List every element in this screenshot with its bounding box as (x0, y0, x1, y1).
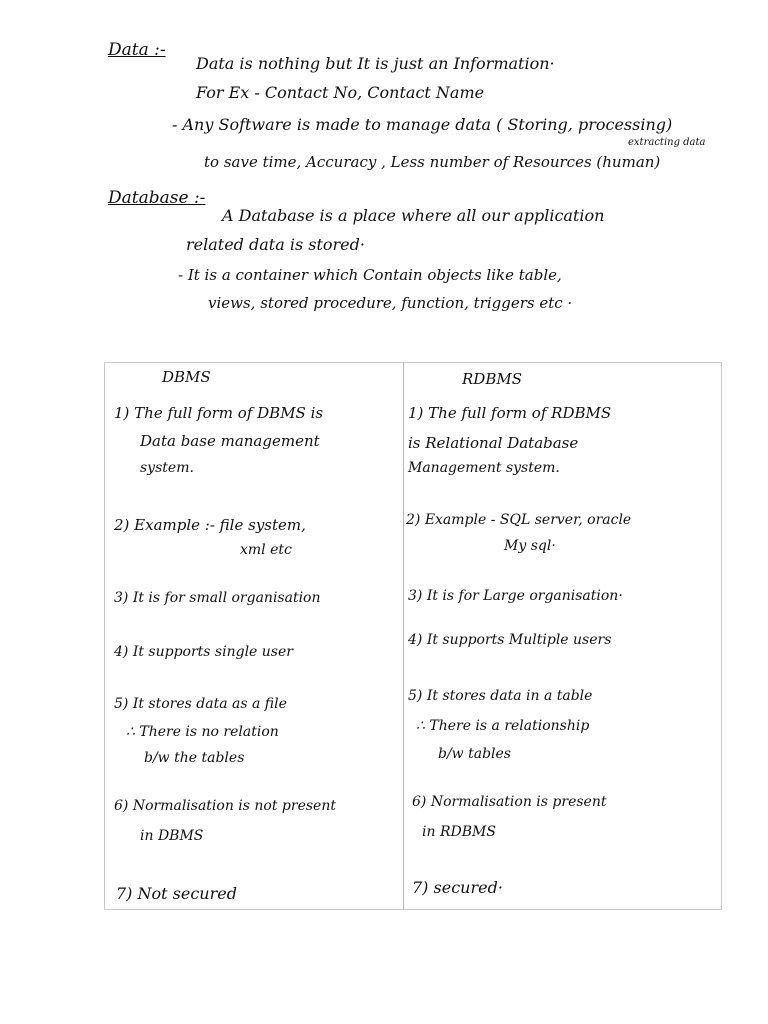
row1-right-line1: 1) The full form of RDBMS (408, 404, 612, 422)
row4-right: 4) It supports Multiple users (408, 632, 612, 648)
table-right-border (721, 362, 722, 910)
row5-right-line2: ∴ There is a relationship (416, 718, 590, 734)
data-line-2: For Ex - Contact No, Contact Name (196, 83, 485, 102)
row5-right-line1: 5) It stores data in a table (408, 688, 593, 704)
table-top-border (104, 362, 722, 363)
table-left-border (104, 362, 105, 910)
row1-right-line3: Management system. (408, 460, 560, 476)
row1-left-line2: Data base management (140, 432, 320, 450)
row3-left: 3) It is for small organisation (114, 590, 321, 606)
database-line-2: related data is stored· (186, 235, 365, 254)
row5-left-line1: 5) It stores data as a file (114, 696, 287, 712)
row2-right-line2: My sql· (504, 538, 556, 554)
row6-right-line1: 6) Normalisation is present (412, 794, 607, 810)
row1-right-line2: is Relational Database (408, 434, 579, 452)
comparison-table (104, 362, 722, 910)
table-bottom-border (104, 909, 722, 910)
row3-right: 3) It is for Large organisation· (408, 588, 623, 604)
database-label: Database :- (108, 188, 206, 208)
table-column-divider (403, 362, 404, 910)
data-line-3-note: extracting data (628, 137, 706, 148)
row7-left: 7) Not secured (116, 884, 237, 903)
data-line-3: - Any Software is made to manage data ( Storing, processing) (172, 115, 673, 134)
row1-left-line1: 1) The full form of DBMS is (114, 404, 324, 422)
database-line-1: A Database is a place where all our application (222, 206, 605, 225)
row5-left-line2: ∴ There is no relation (126, 724, 279, 740)
header-dbms: DBMS (162, 368, 211, 386)
row2-left-line1: 2) Example :- file system, (114, 516, 306, 534)
data-line-1: Data is nothing but It is just an Information· (196, 54, 555, 73)
row2-left-line2: xml etc (240, 542, 292, 558)
database-line-3: - It is a container which Contain objects like table, (178, 266, 562, 284)
row4-left: 4) It supports single user (114, 644, 293, 660)
row2-right-line1: 2) Example - SQL server, oracle (406, 512, 632, 528)
row7-right: 7) secured· (412, 878, 503, 897)
row6-left-line2: in DBMS (140, 828, 204, 844)
data-line-4: to save time, Accuracy , Less number of Resources (human) (204, 153, 661, 171)
row5-right-line3: b/w tables (438, 746, 511, 762)
row1-left-line3: system. (140, 460, 194, 476)
row6-left-line1: 6) Normalisation is not present (114, 798, 336, 814)
data-label: Data :- (108, 40, 166, 60)
row6-right-line2: in RDBMS (422, 824, 496, 840)
header-rdbms: RDBMS (462, 370, 522, 388)
row5-left-line3: b/w the tables (144, 750, 245, 766)
database-line-4: views, stored procedure, function, triggers etc · (208, 294, 573, 312)
